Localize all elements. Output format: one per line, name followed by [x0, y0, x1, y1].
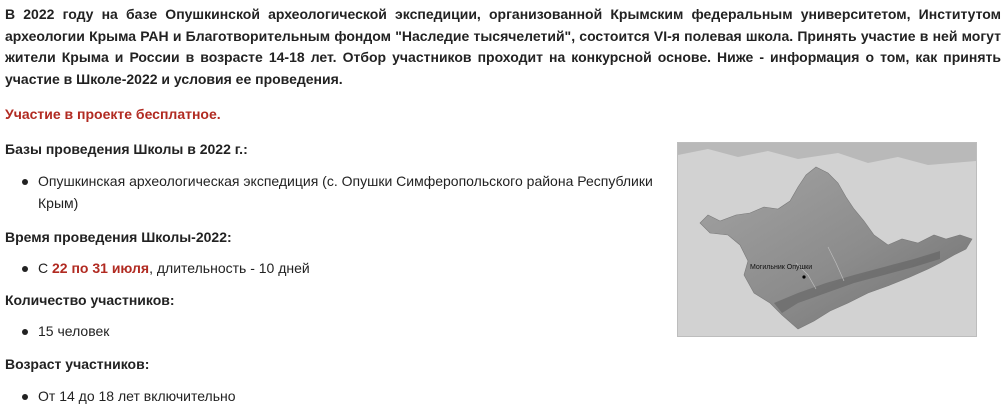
age-list-item — [22, 386, 662, 408]
time-list-item — [22, 258, 662, 280]
count-list-item — [22, 321, 662, 343]
count-heading: Количество участников: — [5, 292, 175, 308]
bases-item-text: Опушкинская археологическая экспедиция (с. Опушки Симферопольского района Республики Крым) — [38, 173, 653, 211]
intro-paragraph: В 2022 году на базе Опушкинской археологической экспедиции, организованной Крымским федеральным университетом, Институтом археологии Крыма РАН и Благотворительным фондом "Наследие тысячелетий", состоится VI-я полевая школа. Принять участие в ней могут жители Крыма и России в возрасте 14-18 лет. Отбор участников проходит на конкурсной основе. Ниже - информация о том, как принять участие в Школе-2022 и условия ее проведения. — [5, 6, 1001, 87]
map-site-label: Могильник Опушки — [750, 264, 813, 271]
crimea-relief-map — [678, 143, 976, 336]
age-heading: Возраст участников: — [5, 356, 150, 372]
bullet-icon — [22, 179, 28, 185]
free-participation-notice: Участие в проекте бесплатное. — [5, 106, 221, 122]
bases-heading: Базы проведения Школы в 2022 г.: — [5, 141, 248, 157]
time-item-text — [38, 258, 662, 280]
bullet-icon — [22, 329, 28, 335]
site-marker-icon — [802, 275, 805, 278]
time-prefix: С — [38, 260, 52, 276]
time-heading: Время проведения Школы-2022: — [5, 229, 232, 245]
bullet-icon — [22, 394, 28, 400]
age-item-text: От 14 до 18 лет включительно — [38, 388, 236, 404]
bullet-icon — [22, 266, 28, 272]
bases-list-item — [22, 171, 662, 214]
crimea-map-image — [677, 142, 977, 337]
time-suffix: , длительность - 10 дней — [149, 260, 310, 276]
time-dates: 22 по 31 июля — [52, 260, 150, 276]
count-item-text: 15 человек — [38, 323, 110, 339]
